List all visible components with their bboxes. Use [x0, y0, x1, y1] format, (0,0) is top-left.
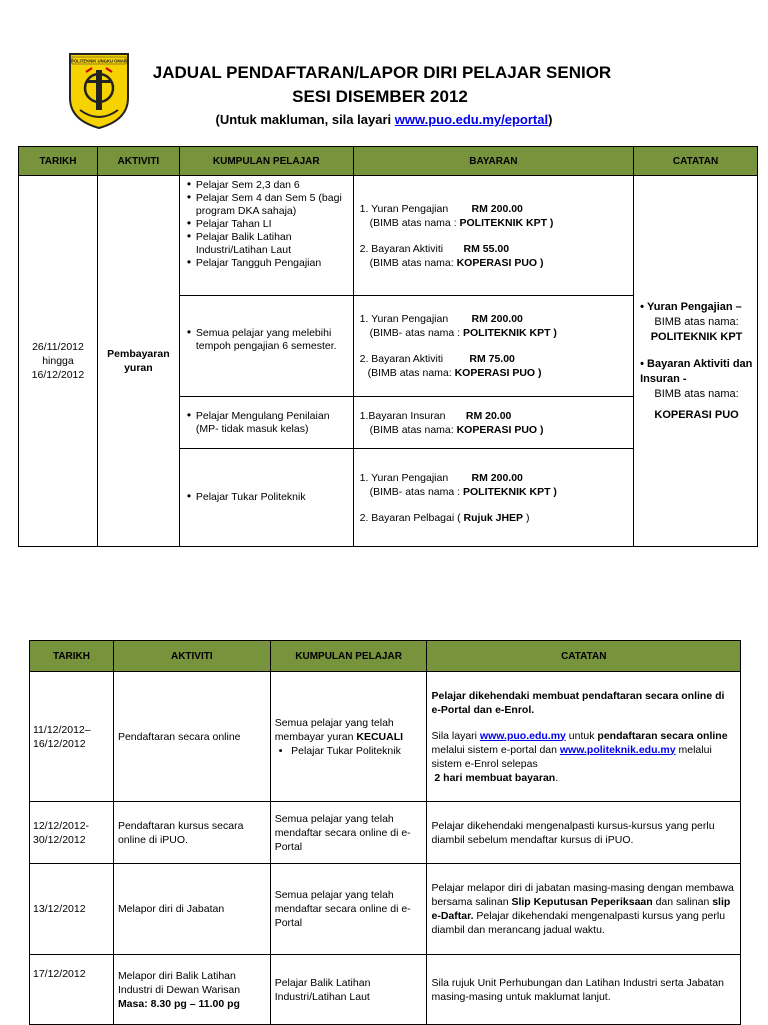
activity-cell: Melapor diri di Jabatan — [113, 864, 270, 955]
table-row — [30, 955, 741, 1025]
table-row — [30, 672, 741, 802]
date-cell: 13/12/2012 — [30, 864, 114, 955]
list-item: • Pelajar Sem 2,3 dan 6 — [196, 179, 351, 192]
col-header: TARIKH — [19, 147, 98, 176]
list-item: • Pelajar Tukar Politeknik — [196, 491, 349, 504]
page-subtitle-session: SESI DISEMBER 2012 — [292, 87, 468, 106]
payment-cell: 1.Bayaran Insuran RM 20.00 (BIMB atas nama: KOPERASI PUO ) — [353, 397, 633, 449]
payment-cell: 1. Yuran Pengajian RM 200.00 (BIMB- atas nama : POLITEKNIK KPT ) 2. Bayaran Pelbagai ( Rujuk JHEP ) — [353, 449, 633, 547]
list-item: • Pelajar Sem 4 dan Sem 5 (bagi program DKA sahaja) — [196, 192, 351, 218]
col-header: BAYARAN — [353, 147, 633, 176]
eportal-link[interactable]: www.puo.edu.my/eportal — [394, 112, 549, 127]
puo-website-link[interactable]: www.puo.edu.my — [479, 729, 566, 742]
page-info-line: (Untuk makluman, sila layari www.puo.edu.my/eportal) — [215, 112, 553, 127]
group-cell — [179, 397, 353, 449]
page-title: JADUAL PENDAFTARAN/LAPOR DIRI PELAJAR SENIOR — [152, 63, 612, 82]
fee-payment-table — [18, 146, 758, 547]
activity-cell: Pembayaran yuran — [97, 176, 179, 547]
col-header: AKTIVITI — [113, 641, 270, 672]
notes-cell: Pelajar melapor diri di jabatan masing-masing dengan membawa bersama salinan Slip Keputusan Peperiksaan dan salinan slip e-Daftar. Pelajar dikehendaki mengenalpasti kursus yang perlu diambil dan merancang jadual waktu. — [427, 864, 741, 955]
notes-cell: Pelajar dikehendaki membuat pendaftaran secara online di e-Portal dan e-Enrol. Sila layari www.puo.edu.my untuk pendaftaran secara online melalui sistem e-portal dan www.politeknik.edu.my melalui sistem e-Enrol selepas 2 hari membuat bayaran. — [427, 672, 741, 802]
date-cell: 12/12/2012- 30/12/2012 — [30, 802, 114, 864]
list-item: • Pelajar Tangguh Pengajian — [196, 257, 351, 270]
notes-cell: Sila rujuk Unit Perhubungan dan Latihan Industri serta Jabatan masing-masing untuk maklumat lanjut. — [427, 955, 741, 1025]
col-header: TARIKH — [30, 641, 114, 672]
group-cell: Semua pelajar yang telah mendaftar secara online di e-Portal — [270, 864, 427, 955]
group-cell — [179, 296, 353, 397]
svg-text:POLITEKNIK UNGKU OMAR: POLITEKNIK UNGKU OMAR — [71, 58, 127, 64]
registration-schedule-table — [29, 640, 741, 1025]
col-header: KUMPULAN PELAJAR — [270, 641, 427, 672]
date-cell: 11/12/2012– 16/12/2012 — [30, 672, 114, 802]
group-cell — [179, 176, 353, 296]
notes-cell: • Yuran Pengajian – BIMB atas nama: POLITEKNIK KPT • Bayaran Aktiviti dan Insuran - BIMB atas nama: KOPERASI PUO — [634, 176, 758, 547]
table-header-row — [30, 641, 741, 672]
group-cell — [179, 449, 353, 547]
table-row — [30, 802, 741, 864]
activity-cell: Pendaftaran kursus secara online di iPUO. — [113, 802, 270, 864]
list-item: • Semua pelajar yang melebihi tempoh pengajian 6 semester. — [196, 327, 349, 353]
notes-cell: Pelajar dikehendaki mengenalpasti kursus-kursus yang perlu diambil sebelum mendaftar kursus di iPUO. — [427, 802, 741, 864]
table-row — [19, 176, 758, 296]
list-item: • Pelajar Balik Latihan Industri/Latihan Laut — [196, 231, 351, 257]
payment-cell: 1. Yuran Pengajian RM 200.00 (BIMB atas nama : POLITEKNIK KPT ) 2. Bayaran Aktiviti RM 55.00 (BIMB atas nama: KOPERASI PUO ) — [353, 176, 633, 296]
col-header: CATATAN — [634, 147, 758, 176]
group-cell: Semua pelajar yang telah membayar yuran KECUALI • Pelajar Tukar Politeknik — [270, 672, 427, 802]
group-cell: Pelajar Balik Latihan Industri/Latihan Laut — [270, 955, 427, 1025]
activity-cell: Pendaftaran secara online — [113, 672, 270, 802]
activity-cell: Melapor diri Balik Latihan Industri di Dewan Warisan Masa: 8.30 pg – 11.00 pg — [113, 955, 270, 1025]
date-cell: 17/12/2012 — [30, 955, 114, 1025]
table-header-row — [19, 147, 758, 176]
list-item: • Pelajar Mengulang Penilaian (MP- tidak masuk kelas) — [196, 410, 349, 436]
col-header: KUMPULAN PELAJAR — [179, 147, 353, 176]
payment-cell: 1. Yuran Pengajian RM 200.00 (BIMB- atas nama : POLITEKNIK KPT ) 2. Bayaran Aktiviti RM 75.00 (BIMB atas nama: KOPERASI PUO ) — [353, 296, 633, 397]
col-header: AKTIVITI — [97, 147, 179, 176]
date-cell: 26/11/2012 hingga 16/12/2012 — [19, 176, 98, 547]
table-row — [30, 864, 741, 955]
col-header: CATATAN — [427, 641, 741, 672]
group-cell: Semua pelajar yang telah mendaftar secara online di e-Portal — [270, 802, 427, 864]
politeknik-website-link[interactable]: www.politeknik.edu.my — [559, 743, 676, 756]
list-item: • Pelajar Tahan LI — [196, 218, 351, 231]
